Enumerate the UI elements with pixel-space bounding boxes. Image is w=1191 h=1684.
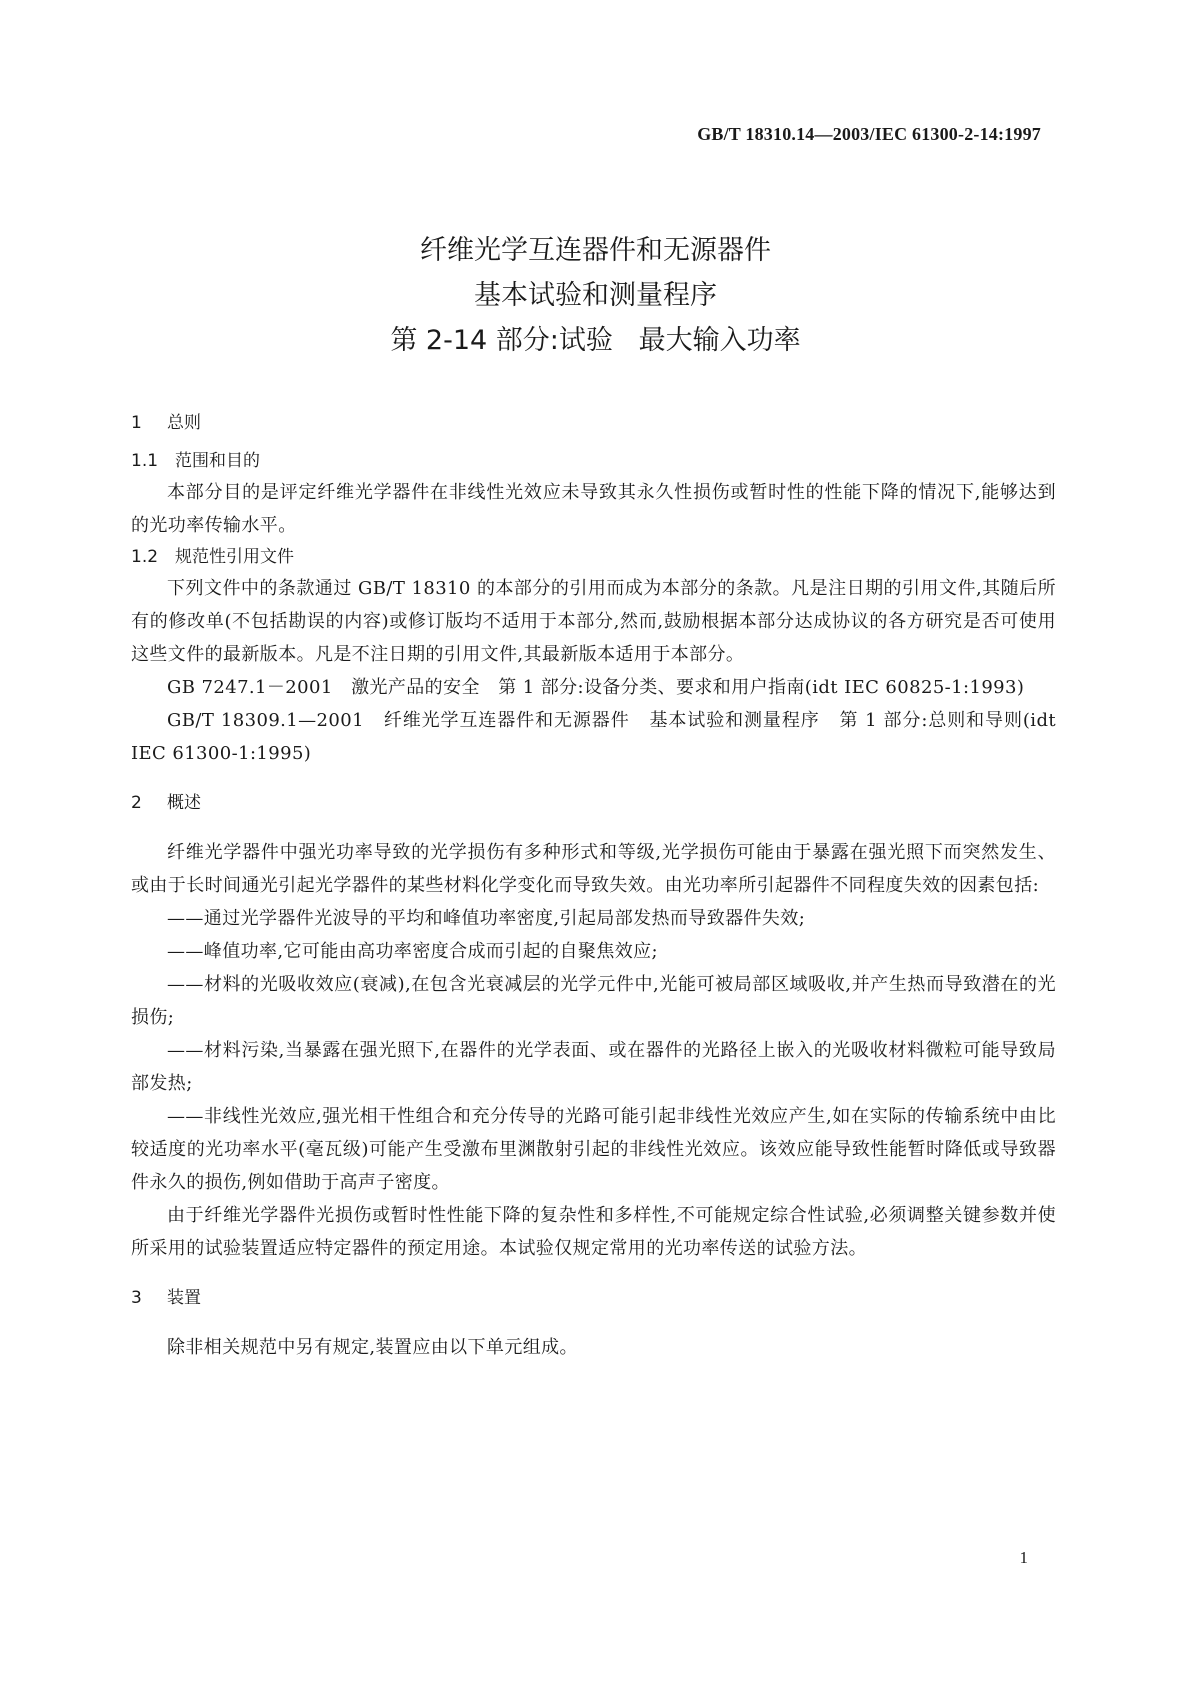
section-heading-3 [131, 1283, 1056, 1313]
section-heading-1-2 [131, 542, 1056, 572]
section-title: 概述 [167, 793, 201, 813]
list-item: ——非线性光效应,强光相干性组合和充分传导的光路可能引起非线性光效应产生,如在实际的传输系统中由比较适度的光功率水平(毫瓦级)可能产生受激布里渊散射引起的非线性光效应。该效应能导致性能暂时降低或导致器件永久的损伤,例如借助于高声子密度。 [131, 1106, 1056, 1193]
section-title: 范围和目的 [175, 451, 260, 471]
paragraph-overview-1: 纤维光学器件中强光功率导致的光学损伤有多种形式和等级,光学损伤可能由于暴露在强光照下而突然发生、或由于长时间通光引起光学器件的某些材料化学变化而导致失效。由光功率所引起器件不同程度失效的因素包括: [131, 842, 1056, 896]
paragraph-scope: 本部分目的是评定纤维光学器件在非线性光效应未导致其永久性损伤或暂时性的性能下降的情况下,能够达到的光功率传输水平。 [131, 482, 1056, 536]
paragraph-normative-refs: 下列文件中的条款通过 GB/T 18310 的本部分的引用而成为本部分的条款。凡是注日期的引用文件,其随后所有的修改单(不包括勘误的内容)或修订版均不适用于本部分,然而,鼓励根据本部分达成协议的各方研究是否可使用这些文件的最新版本。凡是不注日期的引用文件,其最新版本适用于本部分。 [131, 578, 1056, 665]
title-line-3: 第 2-14 部分:试验 最大输入功率 [390, 325, 801, 356]
standard-code: GB/T 18310.14—2003/IEC 61300-2-14:1997 [697, 124, 1041, 144]
section-number: 2 [131, 793, 142, 813]
section-title: 总则 [167, 413, 201, 433]
list-item: ——材料的光吸收效应(衰减),在包含光衰减层的光学元件中,光能可被局部区域吸收,并产生热而导致潜在的光损伤; [131, 974, 1056, 1028]
list-item: ——通过光学器件光波导的平均和峰值功率密度,引起局部发热而导致器件失效; [167, 908, 806, 929]
section-title: 规范性引用文件 [175, 547, 294, 567]
paragraph-apparatus: 除非相关规范中另有规定,装置应由以下单元组成。 [167, 1337, 578, 1358]
list-item: ——峰值功率,它可能由高功率密度合成而引起的自聚焦效应; [167, 941, 658, 962]
section-heading-1-1 [131, 446, 1056, 476]
section-number: 1.2 [131, 547, 159, 567]
page-number: 1 [1019, 1548, 1028, 1567]
document-title [0, 228, 1191, 363]
list-item: ——材料污染,当暴露在强光照下,在器件的光学表面、或在器件的光路径上嵌入的光吸收材料微粒可能导致局部发热; [131, 1040, 1056, 1094]
section-heading-1 [131, 408, 1056, 438]
reference-item-1: GB 7247.1－2001 激光产品的安全 第 1 部分:设备分类、要求和用户指南(idt IEC 60825-1:1993) [167, 677, 1025, 698]
section-heading-2 [131, 788, 1056, 818]
title-line-2: 基本试验和测量程序 [474, 280, 717, 311]
section-number: 3 [131, 1288, 142, 1308]
section-number: 1 [131, 413, 142, 433]
paragraph-overview-2: 由于纤维光学器件光损伤或暂时性性能下降的复杂性和多样性,不可能规定综合性试验,必须调整关键参数并使所采用的试验装置适应特定器件的预定用途。本试验仅规定常用的光功率传送的试验方法。 [131, 1205, 1056, 1259]
section-title: 装置 [167, 1288, 201, 1308]
reference-item-2: GB/T 18309.1—2001 纤维光学互连器件和无源器件 基本试验和测量程序 第 1 部分:总则和导则(idt IEC 61300-1:1995) [131, 710, 1063, 764]
document-body [131, 408, 1063, 1364]
section-number: 1.1 [131, 451, 159, 471]
title-line-1: 纤维光学互连器件和无源器件 [420, 235, 771, 266]
